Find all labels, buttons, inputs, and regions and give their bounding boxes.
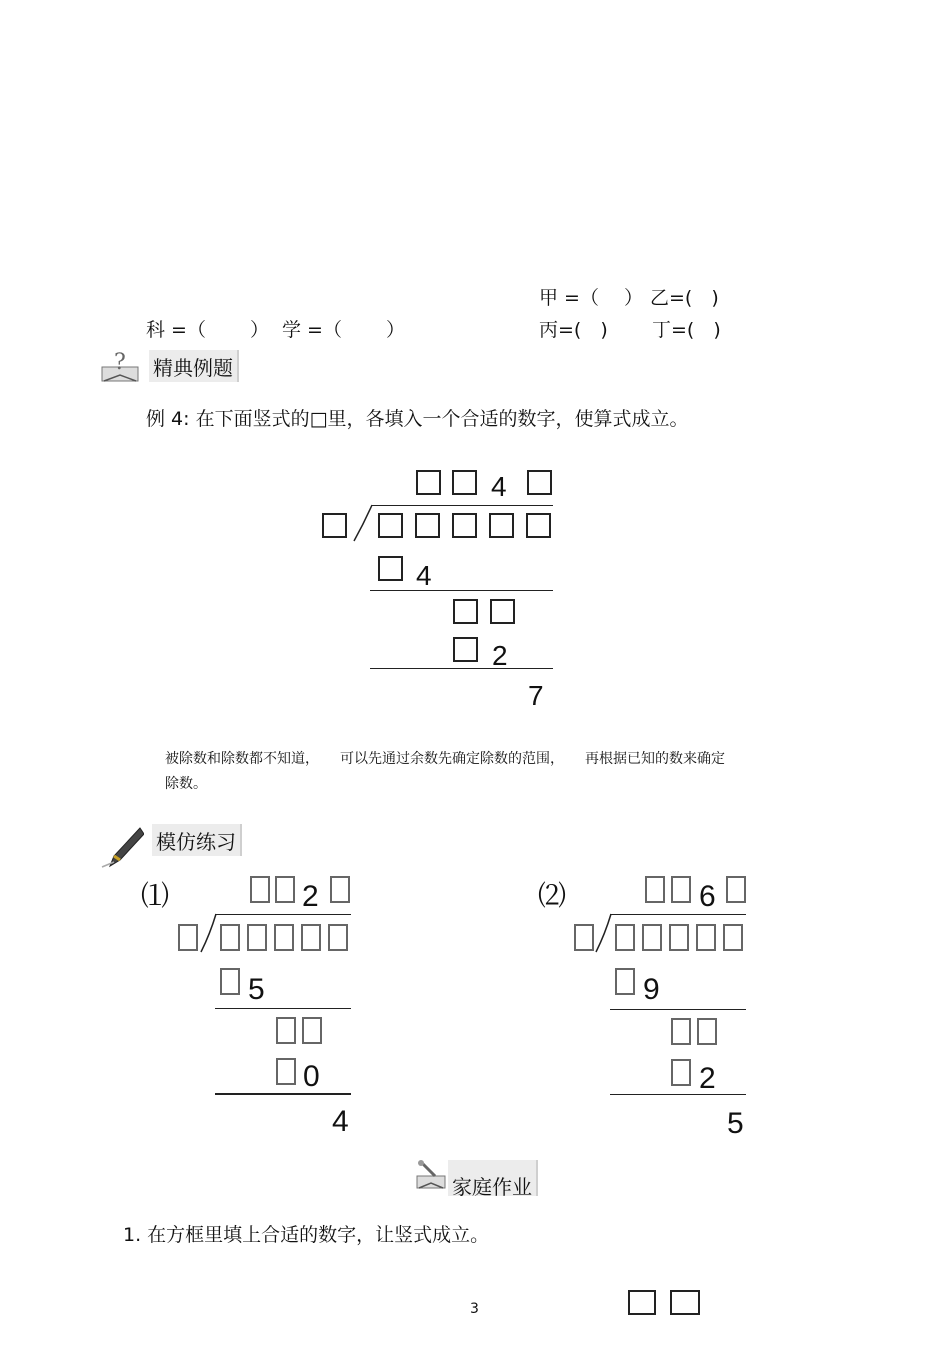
answer-ding: 丁=( ): [652, 319, 721, 341]
subtraction-line: [370, 668, 553, 669]
dividend-box[interactable]: [489, 513, 514, 538]
divisor-box[interactable]: [574, 924, 594, 951]
dividend-box[interactable]: [669, 924, 689, 951]
known-digit: 2: [699, 1062, 716, 1095]
section-title-homework: 家庭作业: [448, 1160, 538, 1196]
digit-box[interactable]: [416, 470, 441, 495]
dividend-box[interactable]: [723, 924, 743, 951]
answer-bing: 丙=( ): [539, 319, 608, 341]
page-number: 3: [470, 1301, 479, 1317]
digit-box[interactable]: [490, 599, 515, 624]
subtraction-line: [215, 1093, 351, 1095]
subtraction-line: [215, 1008, 351, 1009]
digit-box[interactable]: [275, 876, 295, 903]
dividend-box[interactable]: [378, 513, 403, 538]
dividend-box[interactable]: [452, 513, 477, 538]
division-bracket: [350, 503, 374, 543]
digit-box[interactable]: [697, 1018, 717, 1045]
digit-box[interactable]: [250, 876, 270, 903]
divisor-box[interactable]: [322, 513, 347, 538]
practice-label: ⑴: [141, 879, 170, 912]
answer-ke: 科 =（ ）: [146, 319, 269, 341]
division-bar: [610, 914, 746, 915]
digit-box[interactable]: [276, 1058, 296, 1085]
remainder-digit: 7: [528, 680, 544, 711]
hint-text: 被除数和除数都不知道， 可以先通过余数先确定除数的范围， 再根据已知的数来确定: [165, 751, 725, 767]
known-digit: 2: [492, 640, 508, 671]
digit-box[interactable]: [628, 1290, 656, 1315]
svg-text:?: ?: [114, 350, 126, 375]
example-problem-text: 例 4: 在下面竖式的□里，各填入一个合适的数字，使算式成立。: [146, 408, 689, 430]
quotient-digit: 6: [699, 880, 716, 913]
known-digit: 9: [643, 973, 660, 1006]
digit-box[interactable]: [726, 876, 746, 903]
dividend-box[interactable]: [220, 924, 240, 951]
digit-box[interactable]: [527, 470, 552, 495]
division-bracket: [593, 912, 613, 954]
digit-box[interactable]: [671, 1059, 691, 1086]
dividend-box[interactable]: [642, 924, 662, 951]
remainder-digit: 5: [727, 1107, 744, 1140]
dividend-box[interactable]: [274, 924, 294, 951]
division-bracket: [198, 912, 218, 954]
dividend-box[interactable]: [526, 513, 551, 538]
divisor-box[interactable]: [178, 924, 198, 951]
digit-box[interactable]: [378, 556, 403, 581]
section-title-examples: 精典例题: [149, 350, 239, 382]
book-question-icon: [100, 347, 142, 385]
answer-xue: 学 =（ ）: [282, 319, 405, 341]
homework-item-1: 1. 在方框里填上合适的数字，让竖式成立。: [123, 1224, 490, 1246]
known-digit: 0: [303, 1060, 320, 1093]
division-bar: [215, 914, 351, 915]
known-digit: 4: [416, 560, 432, 591]
answer-jia: 甲 =（ ）: [539, 287, 643, 309]
section-title-practice: 模仿练习: [152, 824, 242, 856]
dividend-box[interactable]: [415, 513, 440, 538]
subtraction-line: [610, 1094, 746, 1095]
practice-label: ⑵: [538, 879, 567, 912]
digit-box[interactable]: [645, 876, 665, 903]
digit-box[interactable]: [302, 1017, 322, 1044]
dividend-box[interactable]: [615, 924, 635, 951]
division-bar: [372, 505, 553, 506]
hint-text-continued: 除数。: [165, 776, 207, 792]
digit-box[interactable]: [453, 637, 478, 662]
dividend-box[interactable]: [247, 924, 267, 951]
digit-box[interactable]: [453, 599, 478, 624]
digit-box[interactable]: [276, 1017, 296, 1044]
answer-yi: 乙=( ): [650, 287, 719, 309]
dividend-box[interactable]: [696, 924, 716, 951]
subtraction-line: [370, 590, 553, 591]
remainder-digit: 4: [332, 1105, 349, 1138]
digit-box[interactable]: [671, 1018, 691, 1045]
digit-box[interactable]: [220, 968, 240, 995]
quotient-digit: 4: [491, 471, 507, 502]
dividend-box[interactable]: [301, 924, 321, 951]
digit-box[interactable]: [671, 876, 691, 903]
subtraction-line: [610, 1009, 746, 1010]
digit-box[interactable]: [615, 968, 635, 995]
digit-box[interactable]: [330, 876, 350, 903]
fountain-pen-icon: [100, 826, 144, 868]
quotient-digit: 2: [302, 880, 319, 913]
known-digit: 5: [248, 973, 265, 1006]
book-pencil-icon: [413, 1158, 449, 1194]
digit-box[interactable]: [452, 470, 477, 495]
digit-box[interactable]: [670, 1290, 700, 1315]
dividend-box[interactable]: [328, 924, 348, 951]
